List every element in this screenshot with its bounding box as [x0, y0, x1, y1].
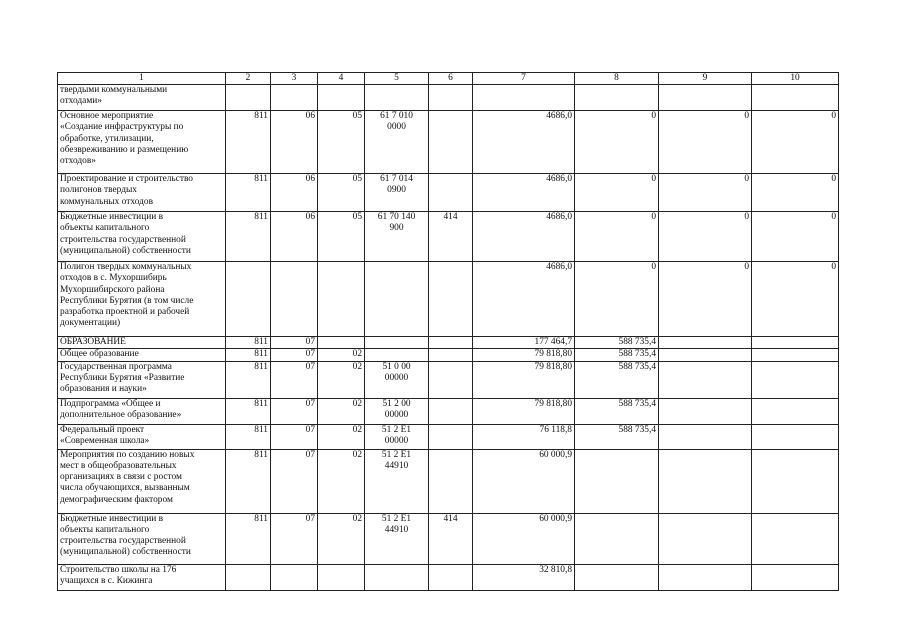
target-article-cell: 51 2 Е1 00000 — [365, 424, 429, 449]
admin-code-cell — [226, 564, 271, 590]
row-name-cell: Подпрограмма «Общее и дополнительное образование» — [58, 398, 226, 424]
section-cell — [271, 564, 318, 590]
target-article-cell: 61 7 010 0000 — [365, 111, 429, 174]
amount-cell: 79 818,80 — [473, 398, 575, 424]
table-row — [58, 398, 839, 424]
amount-cell — [752, 564, 839, 590]
amount-cell — [752, 349, 839, 361]
column-header: 6 — [429, 73, 473, 85]
expense-type-cell — [429, 85, 473, 111]
subsection-cell — [318, 262, 365, 337]
subsection-cell: 05 — [318, 212, 365, 262]
amount-cell: 588 735,4 — [575, 424, 659, 449]
section-cell: 07 — [271, 513, 318, 564]
table-row — [58, 564, 839, 590]
column-header: 5 — [365, 73, 429, 85]
target-article-cell — [365, 85, 429, 111]
column-header: 9 — [659, 73, 752, 85]
expense-type-cell — [429, 564, 473, 590]
budget-table — [57, 72, 839, 591]
row-name-cell: Основное мероприятие «Создание инфраструктуры по обработке, утилизации, обезвреживанию и размещению отходов» — [58, 111, 226, 174]
subsection-cell — [318, 85, 365, 111]
target-article-cell — [365, 262, 429, 337]
subsection-cell: 05 — [318, 111, 365, 174]
row-name-cell: Общее образование — [58, 349, 226, 361]
subsection-cell: 02 — [318, 349, 365, 361]
subsection-cell: 02 — [318, 513, 365, 564]
amount-cell: 60 000,9 — [473, 449, 575, 513]
subsection-cell: 02 — [318, 361, 365, 398]
amount-cell: 0 — [575, 212, 659, 262]
target-article-cell: 51 2 Е1 44910 — [365, 449, 429, 513]
expense-type-cell — [429, 111, 473, 174]
amount-cell — [752, 361, 839, 398]
amount-cell: 177 464,7 — [473, 337, 575, 349]
target-article-cell — [365, 564, 429, 590]
row-name-cell: Государственная программа Республики Бурятия «Развитие образования и науки» — [58, 361, 226, 398]
column-header: 7 — [473, 73, 575, 85]
amount-cell: 588 735,4 — [575, 337, 659, 349]
column-header: 10 — [752, 73, 839, 85]
section-cell: 07 — [271, 337, 318, 349]
amount-cell: 0 — [752, 262, 839, 337]
subsection-cell — [318, 337, 365, 349]
document-page — [57, 72, 839, 591]
row-name-cell: Бюджетные инвестиции в объекты капитального строительства государственной (муниципальной) собственности — [58, 212, 226, 262]
amount-cell: 0 — [659, 174, 752, 212]
amount-cell: 4686,0 — [473, 111, 575, 174]
amount-cell — [752, 337, 839, 349]
amount-cell — [659, 85, 752, 111]
amount-cell: 0 — [752, 212, 839, 262]
subsection-cell: 02 — [318, 398, 365, 424]
table-row — [58, 349, 839, 361]
amount-cell: 0 — [752, 111, 839, 174]
section-cell: 07 — [271, 449, 318, 513]
amount-cell: 4686,0 — [473, 174, 575, 212]
expense-type-cell — [429, 449, 473, 513]
column-header: 8 — [575, 73, 659, 85]
target-article-cell: 51 2 00 00000 — [365, 398, 429, 424]
amount-cell — [659, 564, 752, 590]
target-article-cell: 61 7 014 0900 — [365, 174, 429, 212]
row-name-cell: твердыми коммунальными отходами» — [58, 85, 226, 111]
admin-code-cell: 811 — [226, 174, 271, 212]
amount-cell — [752, 424, 839, 449]
expense-type-cell: 414 — [429, 212, 473, 262]
section-cell: 07 — [271, 398, 318, 424]
table-row — [58, 513, 839, 564]
amount-cell: 588 735,4 — [575, 349, 659, 361]
amount-cell — [752, 85, 839, 111]
target-article-cell — [365, 337, 429, 349]
amount-cell: 0 — [575, 262, 659, 337]
section-cell: 06 — [271, 174, 318, 212]
expense-type-cell: 414 — [429, 513, 473, 564]
admin-code-cell: 811 — [226, 111, 271, 174]
admin-code-cell: 811 — [226, 212, 271, 262]
amount-cell: 0 — [659, 212, 752, 262]
expense-type-cell — [429, 361, 473, 398]
expense-type-cell — [429, 262, 473, 337]
amount-cell — [575, 564, 659, 590]
admin-code-cell: 811 — [226, 337, 271, 349]
target-article-cell: 51 2 Е1 44910 — [365, 513, 429, 564]
section-cell: 06 — [271, 111, 318, 174]
section-cell — [271, 262, 318, 337]
admin-code-cell: 811 — [226, 349, 271, 361]
subsection-cell — [318, 564, 365, 590]
target-article-cell: 51 0 00 00000 — [365, 361, 429, 398]
amount-cell: 79 818,80 — [473, 349, 575, 361]
amount-cell — [752, 513, 839, 564]
section-cell: 07 — [271, 349, 318, 361]
row-name-cell: Федеральный проект «Современная школа» — [58, 424, 226, 449]
table-row — [58, 111, 839, 174]
table-row — [58, 174, 839, 212]
subsection-cell: 05 — [318, 174, 365, 212]
admin-code-cell: 811 — [226, 398, 271, 424]
row-name-cell: Строительство школы на 176 учащихся в с. Кижинга — [58, 564, 226, 590]
expense-type-cell — [429, 398, 473, 424]
amount-cell: 79 818,80 — [473, 361, 575, 398]
subsection-cell: 02 — [318, 424, 365, 449]
admin-code-cell: 811 — [226, 449, 271, 513]
amount-cell — [659, 349, 752, 361]
admin-code-cell — [226, 262, 271, 337]
amount-cell: 4686,0 — [473, 212, 575, 262]
row-name-cell: Полигон твердых коммунальных отходов в с. Мухоршибирь Мухоршибирского района Республики Бурятия (в том числе разработка проектной и рабочей документации) — [58, 262, 226, 337]
row-name-cell: Проектирование и строительство полигонов твердых коммунальных отходов — [58, 174, 226, 212]
amount-cell — [659, 337, 752, 349]
row-name-cell: Мероприятия по созданию новых мест в общеобразовательных организациях в связи с ростом числа обучающихся, вызванным демографическим фактором — [58, 449, 226, 513]
amount-cell: 60 000,9 — [473, 513, 575, 564]
table-row — [58, 424, 839, 449]
amount-cell: 76 118,8 — [473, 424, 575, 449]
amount-cell — [575, 85, 659, 111]
amount-cell — [575, 449, 659, 513]
admin-code-cell: 811 — [226, 513, 271, 564]
admin-code-cell: 811 — [226, 361, 271, 398]
table-header-row — [58, 73, 839, 85]
amount-cell — [659, 424, 752, 449]
table-row — [58, 361, 839, 398]
amount-cell: 0 — [659, 262, 752, 337]
section-cell: 06 — [271, 212, 318, 262]
expense-type-cell — [429, 337, 473, 349]
section-cell: 07 — [271, 424, 318, 449]
amount-cell: 0 — [752, 174, 839, 212]
target-article-cell — [365, 349, 429, 361]
amount-cell — [659, 513, 752, 564]
amount-cell: 0 — [575, 174, 659, 212]
target-article-cell: 61 70 140 900 — [365, 212, 429, 262]
amount-cell: 0 — [575, 111, 659, 174]
table-row — [58, 212, 839, 262]
table-row — [58, 449, 839, 513]
column-header: 1 — [58, 73, 226, 85]
table-row — [58, 262, 839, 337]
row-name-cell: Бюджетные инвестиции в объекты капитального строительства государственной (муниципальной) собственности — [58, 513, 226, 564]
expense-type-cell — [429, 424, 473, 449]
row-name-cell: ОБРАЗОВАНИЕ — [58, 337, 226, 349]
amount-cell: 588 735,4 — [575, 361, 659, 398]
section-cell: 07 — [271, 361, 318, 398]
amount-cell: 4686,0 — [473, 262, 575, 337]
subsection-cell: 02 — [318, 449, 365, 513]
amount-cell — [752, 398, 839, 424]
expense-type-cell — [429, 349, 473, 361]
amount-cell — [659, 398, 752, 424]
amount-cell — [659, 361, 752, 398]
table-row — [58, 337, 839, 349]
column-header: 3 — [271, 73, 318, 85]
column-header: 2 — [226, 73, 271, 85]
section-cell — [271, 85, 318, 111]
amount-cell: 0 — [659, 111, 752, 174]
admin-code-cell: 811 — [226, 424, 271, 449]
expense-type-cell — [429, 174, 473, 212]
amount-cell — [659, 449, 752, 513]
amount-cell — [752, 449, 839, 513]
amount-cell — [575, 513, 659, 564]
amount-cell: 588 735,4 — [575, 398, 659, 424]
column-header: 4 — [318, 73, 365, 85]
amount-cell — [473, 85, 575, 111]
amount-cell: 32 810,8 — [473, 564, 575, 590]
admin-code-cell — [226, 85, 271, 111]
table-body — [58, 73, 839, 591]
table-row — [58, 85, 839, 111]
